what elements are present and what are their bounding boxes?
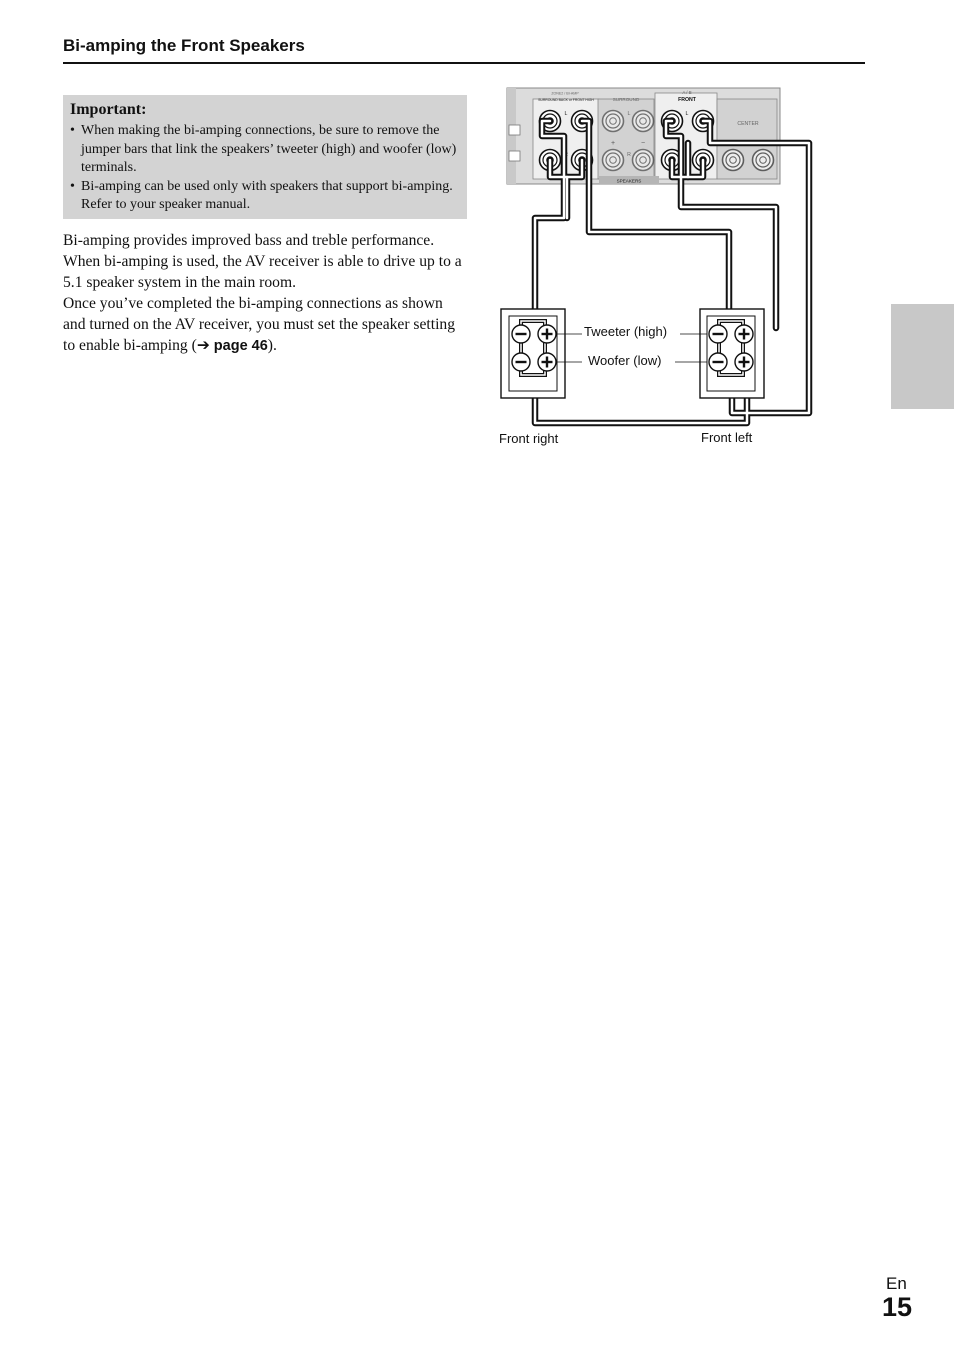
important-item: • When making the bi-amping connections, be sure to remove the jumper bars that link the speakers’ tweeter (high) and woofer (low) terminals.: [70, 123, 457, 175]
section-title: Bi-amping the Front Speakers: [63, 36, 305, 55]
page-reference-link[interactable]: page 46: [213, 338, 268, 354]
center-label: CENTER: [737, 121, 759, 127]
speakers-label: SPEAKERS: [616, 178, 642, 184]
paragraph: When bi-amping is used, the AV receiver is able to drive up to a 5.1 speaker system in the main room.: [63, 253, 462, 291]
tweeter-label: Tweeter (high): [584, 324, 668, 339]
left-channel-label: L: [627, 111, 631, 117]
surround-back-label: SURROUND BACK or FRONT HIGH: [538, 98, 594, 102]
bi-amping-wiring-diagram: [495, 85, 825, 450]
paragraph: Bi-amping provides improved bass and treble performance.: [63, 232, 435, 249]
front-left-label: Front left: [701, 430, 753, 445]
plus-label: +: [610, 140, 616, 147]
right-channel-label: R: [627, 152, 631, 158]
important-item: • Bi-amping can be used only with speakers that support bi-amping. Refer to your speaker manual.: [70, 178, 453, 212]
arrow-icon: ➔: [196, 337, 210, 354]
page-language: En: [886, 1274, 907, 1293]
surround-label: SURROUND: [612, 97, 640, 102]
important-heading: Important:: [70, 101, 147, 118]
front-label: FRONT: [678, 97, 696, 103]
important-note: [63, 95, 467, 219]
minus-label: −: [640, 140, 646, 147]
body-text: [63, 230, 468, 357]
page-number: 15: [882, 1292, 913, 1322]
front-left-speaker-terminals: [700, 309, 764, 398]
important-list: [70, 122, 459, 215]
left-channel-label: L: [685, 111, 689, 117]
bullet: •: [70, 178, 75, 194]
section-tab: [891, 304, 954, 409]
zone2-label: ZONE2 / BI-AMP: [551, 91, 579, 96]
title-rule: [63, 62, 865, 64]
woofer-label: Woofer (low): [588, 353, 662, 368]
left-channel-label: L: [564, 111, 568, 117]
bullet: •: [70, 123, 75, 138]
front-right-label: Front right: [499, 431, 559, 446]
front-right-speaker-terminals: [501, 309, 565, 398]
paragraph: Once you’ve completed the bi-amping connections as shown and turned on the AV receiver, you must set the speaker setting to enable bi-amping (➔ page 46).: [63, 295, 456, 354]
right-channel-label: R: [685, 152, 689, 158]
front-ab-label: A / B: [682, 90, 692, 95]
right-channel-label: R: [564, 152, 568, 158]
